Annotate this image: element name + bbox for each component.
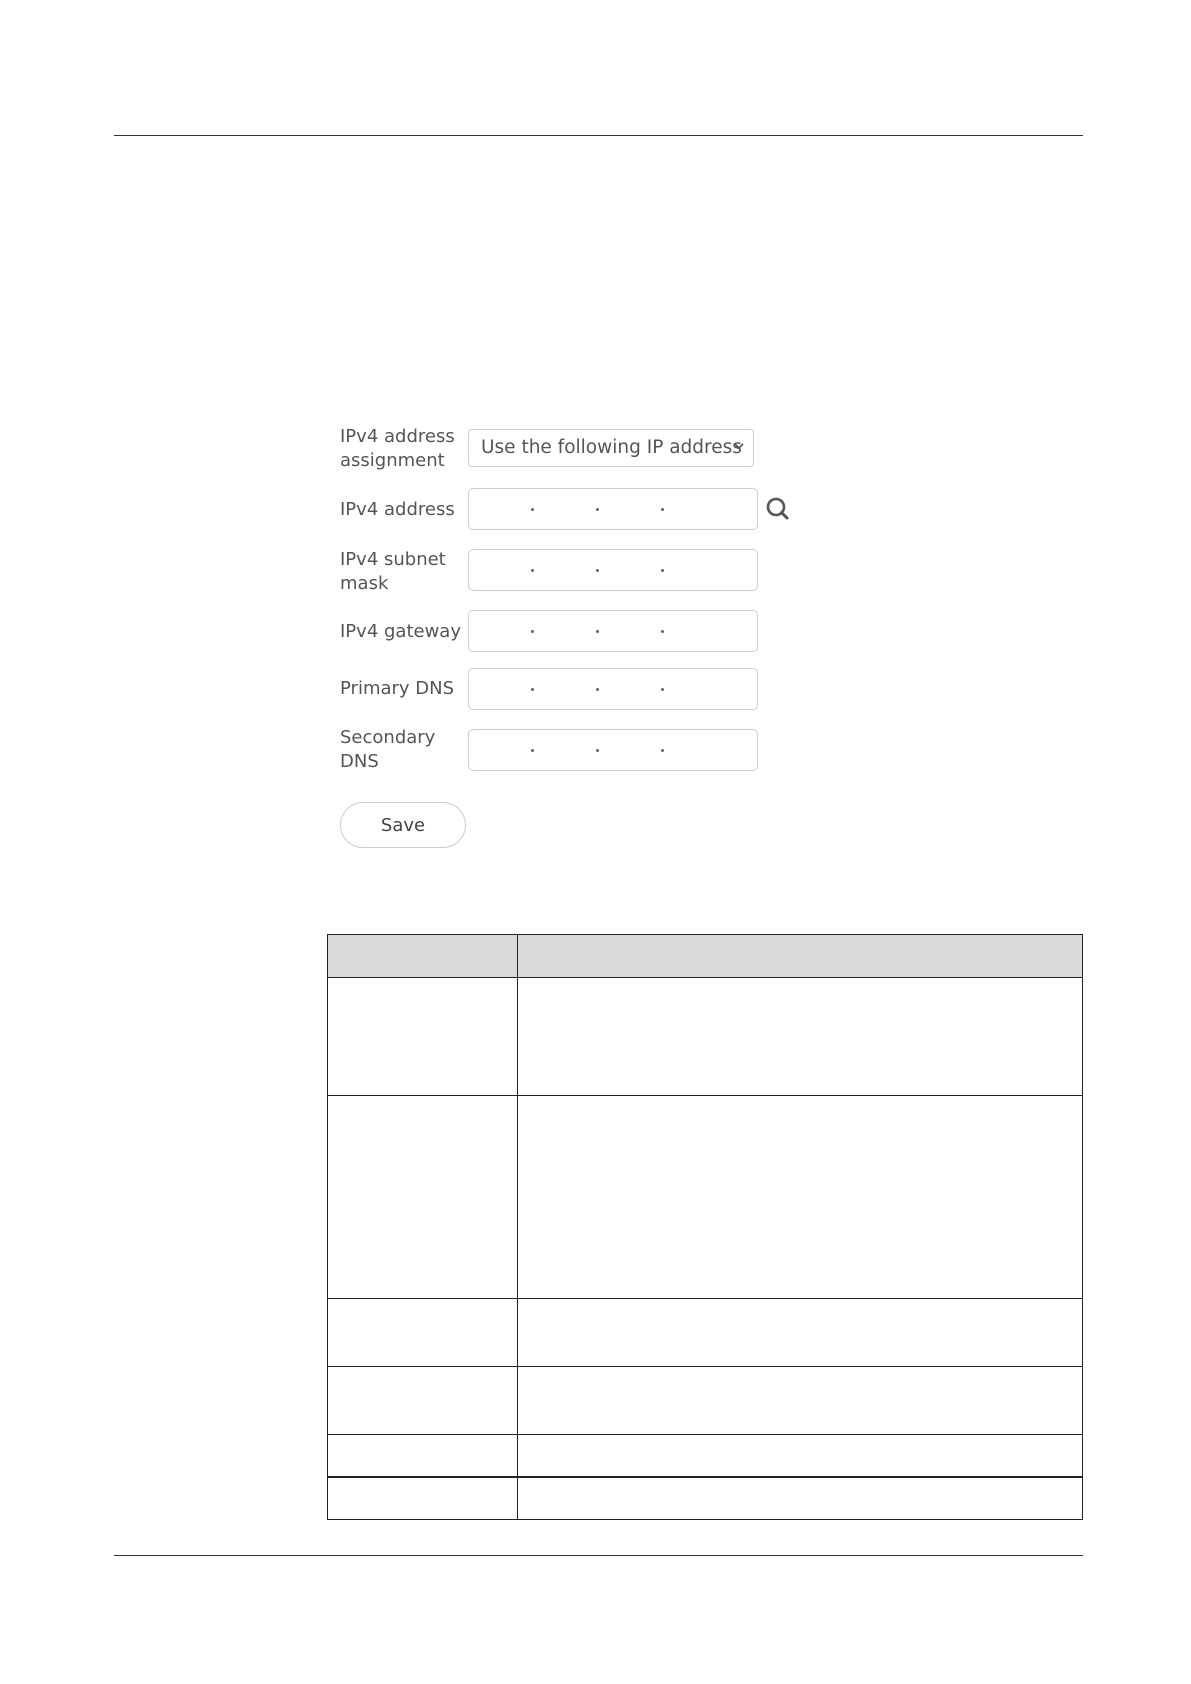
table-cell (518, 1477, 1083, 1520)
table-cell (328, 978, 518, 1096)
ipv4-address-input[interactable] (468, 488, 758, 530)
table-row (328, 1367, 1083, 1435)
footer-rule (114, 1555, 1083, 1556)
table-row (328, 978, 1083, 1096)
subnet-mask-label: IPv4 subnet mask (340, 549, 446, 594)
octet-separator (596, 508, 599, 511)
octet-separator (596, 569, 599, 572)
chevron-down-icon (733, 430, 745, 481)
secondary-dns-input[interactable] (468, 729, 758, 771)
ipv4-assignment-select[interactable] (468, 429, 754, 467)
octet-separator (661, 688, 664, 691)
octet-separator (531, 688, 534, 691)
gateway-label: IPv4 gateway (340, 621, 461, 642)
octet-separator (661, 508, 664, 511)
table-cell (328, 1299, 518, 1367)
parameter-table (327, 934, 1083, 1520)
ipv4-assignment-value: Use the following IP address (481, 437, 742, 458)
octet-separator (661, 569, 664, 572)
ipv4-address-label: IPv4 address (340, 499, 455, 520)
table-cell (518, 1096, 1083, 1299)
table-cell (328, 1477, 518, 1520)
table-header-cell (518, 935, 1083, 978)
table-header-cell (328, 935, 518, 978)
table-cell (328, 1096, 518, 1299)
table-cell (518, 978, 1083, 1096)
search-icon[interactable] (764, 495, 792, 523)
table-cell (518, 1299, 1083, 1367)
octet-separator (531, 630, 534, 633)
octet-separator (661, 630, 664, 633)
table-cell (328, 1367, 518, 1435)
table-cell (328, 1435, 518, 1477)
octet-separator (531, 749, 534, 752)
secondary-dns-label: Secondary DNS (340, 727, 436, 772)
primary-dns-label: Primary DNS (340, 678, 455, 699)
table-cell (518, 1367, 1083, 1435)
octet-separator (596, 630, 599, 633)
table-row (328, 1096, 1083, 1299)
save-button[interactable]: Save (340, 802, 466, 848)
assignment-label: IPv4 address assignment (340, 426, 455, 471)
octet-separator (596, 688, 599, 691)
octet-separator (596, 749, 599, 752)
table-row (328, 1435, 1083, 1477)
octet-separator (531, 569, 534, 572)
octet-separator (531, 508, 534, 511)
primary-dns-input[interactable] (468, 668, 758, 710)
table-cell (518, 1435, 1083, 1477)
table-row (328, 1299, 1083, 1367)
header-rule (114, 135, 1083, 136)
gateway-input[interactable] (468, 610, 758, 652)
octet-separator (661, 749, 664, 752)
table-row (328, 1477, 1083, 1520)
table-header-row (328, 935, 1083, 978)
subnet-mask-input[interactable] (468, 549, 758, 591)
